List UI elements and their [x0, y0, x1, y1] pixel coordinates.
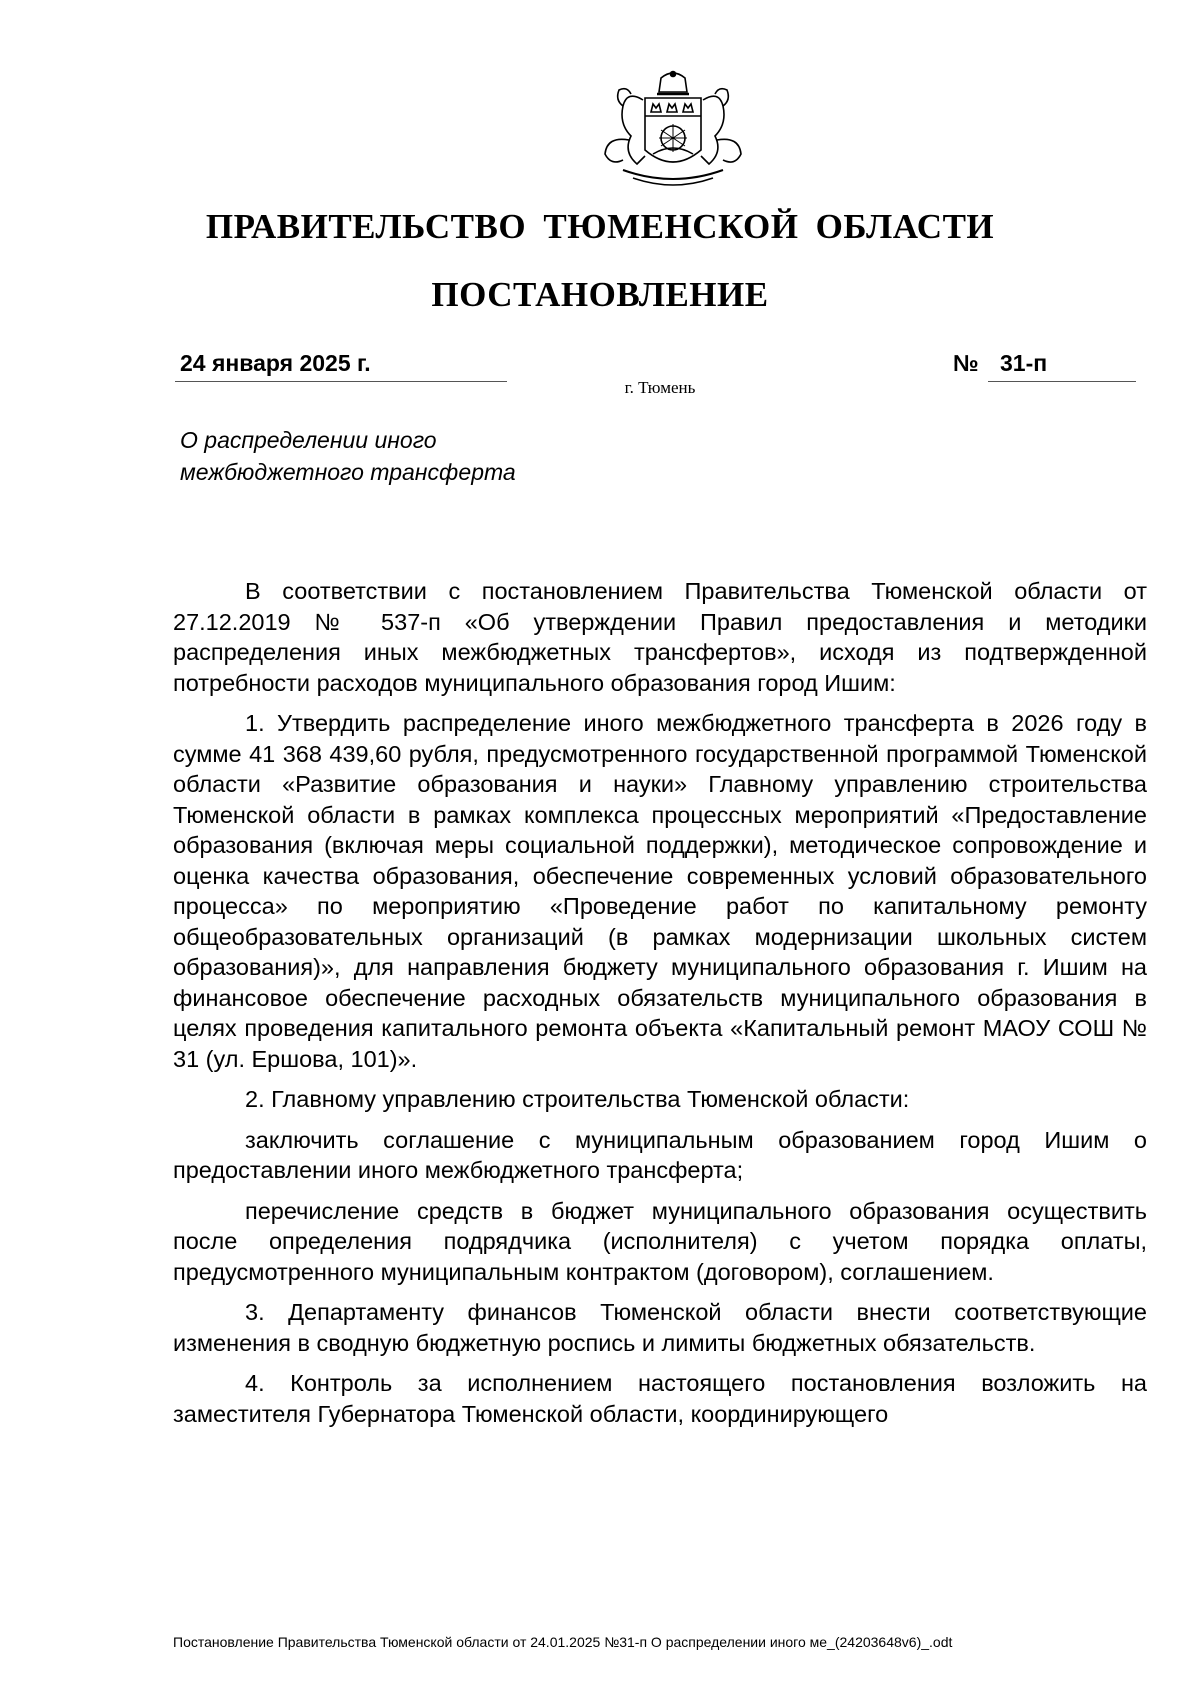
document-subject: [180, 424, 640, 488]
paragraph-item-3: 3. Департаменту финансов Тюменской области внести соответствующие изменения в сводную бюджетную роспись и лимиты бюджетных обязательств.: [173, 1299, 1147, 1356]
document-body: [173, 576, 1147, 1439]
paragraph-item-2-sub-2: перечисление средств в бюджет муниципального образования осуществить после определения подрядчика (исполнителя) с учетом порядка оплаты, предусмотренного муниципальным контрактом (договором), соглашением.: [173, 1197, 1147, 1285]
document-number: 31-п: [988, 346, 1136, 382]
subject-line-1: О распределении иного: [180, 427, 437, 453]
page-footer: Постановление Правительства Тюменской области от 24.01.2025 №31-п О распределении иного ме_(24203648v6)_.odt: [173, 1634, 953, 1650]
paragraph-preamble: В соответствии с постановлением Правительства Тюменской области от 27.12.2019 № 537-п «Об утверждении Правил предоставления и методики распределения иных межбюджетных трансфертов», исходя из подтвержденной потребности расходов муниципального образования город Ишим:: [173, 578, 1147, 696]
paragraph-item-1: 1. Утвердить распределение иного межбюджетного трансферта в 2026 году в сумме 41 368 439,60 рубля, предусмотренного государственной программой Тюменской области «Развитие образования и науки» Главному управлению строительства Тюменской области в рамках комплекса процессных мероприятий «Предоставление образования (включая меры социальной поддержки), методическое сопровождение и оценка качества образования, обеспечение современных условий образовательного процесса» по мероприятию «Проведение работ по капитальному ремонту общеобразовательных организаций (в рамках модернизации школьных систем образования)», для направления бюджету муниципального образования г. Ишим на финансовое обеспечение расходных обязательств муниципального образования в целях проведения капитального ремонта объекта «Капитальный ремонт МАОУ СОШ № 31 (ул. Ершова, 101)».: [173, 710, 1147, 1072]
government-title: ПРАВИТЕЛЬСТВО ТЮМЕНСКОЙ ОБЛАСТИ: [205, 207, 995, 246]
document-type-title: ПОСТАНОВЛЕНИЕ: [431, 275, 769, 314]
coat-of-arms-emblem: [593, 70, 753, 192]
paragraph-item-4: 4. Контроль за исполнением настоящего постановления возложить на заместителя Губернатора Тюменской области, координирующего: [173, 1370, 1147, 1427]
document-date: 24 января 2025 г.: [175, 346, 507, 382]
document-city: г. Тюмень: [624, 378, 696, 397]
paragraph-item-2-sub-1: заключить соглашение с муниципальным образованием город Ишим о предоставлении иного межбюджетного трансферта;: [173, 1126, 1147, 1183]
subject-line-2: межбюджетного трансферта: [180, 459, 516, 485]
document-number-label: №: [953, 350, 979, 376]
paragraph-item-2: 2. Главному управлению строительства Тюменской области:: [245, 1086, 910, 1112]
